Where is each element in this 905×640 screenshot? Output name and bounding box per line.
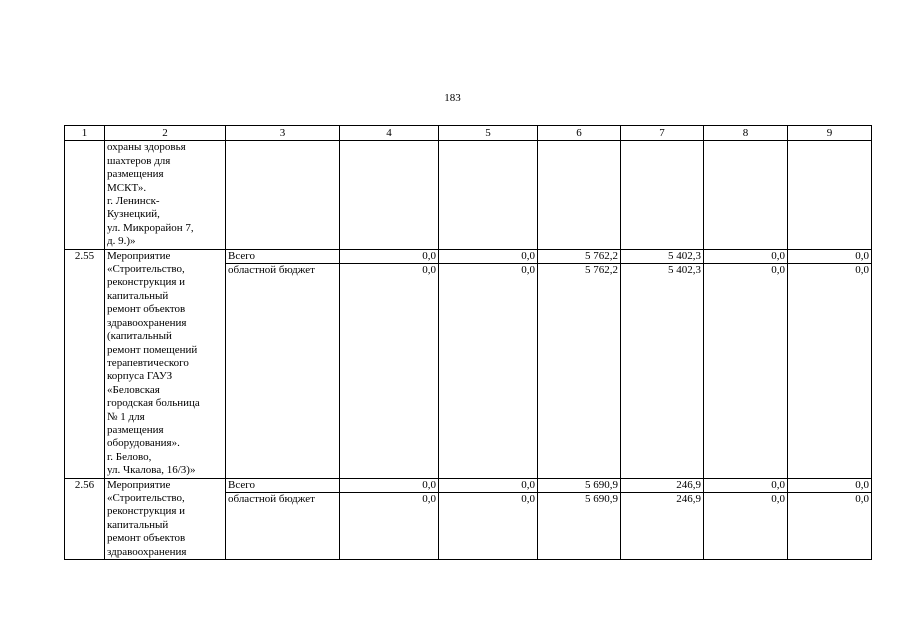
funding-source: областной бюджет	[226, 264, 340, 479]
value-cell	[340, 141, 439, 249]
source-cell	[226, 141, 340, 249]
funding-source: Всего	[226, 478, 340, 492]
value-cell: 5 402,3	[621, 249, 704, 263]
funding-source: Всего	[226, 249, 340, 263]
value-cell: 5 690,9	[538, 478, 621, 492]
value-cell: 0,0	[439, 492, 538, 559]
value-cell: 5 402,3	[621, 264, 704, 479]
column-number-row	[65, 126, 872, 141]
table-row	[65, 478, 872, 492]
value-cell: 0,0	[704, 249, 788, 263]
value-cell	[621, 141, 704, 249]
value-cell	[439, 141, 538, 249]
column-header: 2	[105, 126, 226, 141]
value-cell: 246,9	[621, 478, 704, 492]
funding-source: областной бюджет	[226, 492, 340, 559]
value-cell: 0,0	[439, 264, 538, 479]
value-cell: 0,0	[788, 264, 872, 479]
value-cell	[788, 141, 872, 249]
value-cell: 0,0	[704, 478, 788, 492]
value-cell: 0,0	[340, 264, 439, 479]
value-cell: 0,0	[439, 249, 538, 263]
column-header: 7	[621, 126, 704, 141]
value-cell: 5 762,2	[538, 249, 621, 263]
value-cell: 0,0	[704, 264, 788, 479]
value-cell: 0,0	[340, 249, 439, 263]
value-cell: 0,0	[704, 492, 788, 559]
column-header: 6	[538, 126, 621, 141]
table-row-continued	[65, 141, 872, 249]
column-header: 9	[788, 126, 872, 141]
item-number: 2.55	[65, 249, 105, 478]
value-cell: 0,0	[788, 492, 872, 559]
item-description: Мероприятие «Строительство, реконструкция и капитальный ремонт объектов здравоохранения (капитальный ремонт помещений терапевтического корпуса ГАУЗ «Беловская городская больница № 1 для размещения оборудования». г. Белово, ул. Чкалова, 16/3)»	[105, 249, 226, 478]
value-cell: 0,0	[439, 478, 538, 492]
value-cell	[538, 141, 621, 249]
value-cell: 0,0	[340, 492, 439, 559]
value-cell: 246,9	[621, 492, 704, 559]
value-cell: 0,0	[788, 478, 872, 492]
value-cell: 0,0	[340, 478, 439, 492]
value-cell: 0,0	[788, 249, 872, 263]
item-description: охраны здоровья шахтеров для размещения МСКТ». г. Ленинск- Кузнецкий, ул. Микрорайон 7, д. 9.)»	[105, 141, 226, 249]
item-number: 2.56	[65, 478, 105, 559]
column-header: 3	[226, 126, 340, 141]
column-header: 4	[340, 126, 439, 141]
column-header: 1	[65, 126, 105, 141]
value-cell	[704, 141, 788, 249]
page-number: 183	[444, 92, 461, 104]
value-cell: 5 690,9	[538, 492, 621, 559]
column-header: 8	[704, 126, 788, 141]
table-row	[65, 249, 872, 263]
column-header: 5	[439, 126, 538, 141]
item-description: Мероприятие «Строительство, реконструкция и капитальный ремонт объектов здравоохранения	[105, 478, 226, 559]
value-cell: 5 762,2	[538, 264, 621, 479]
budget-table	[64, 125, 872, 560]
item-number-cell	[65, 141, 105, 249]
